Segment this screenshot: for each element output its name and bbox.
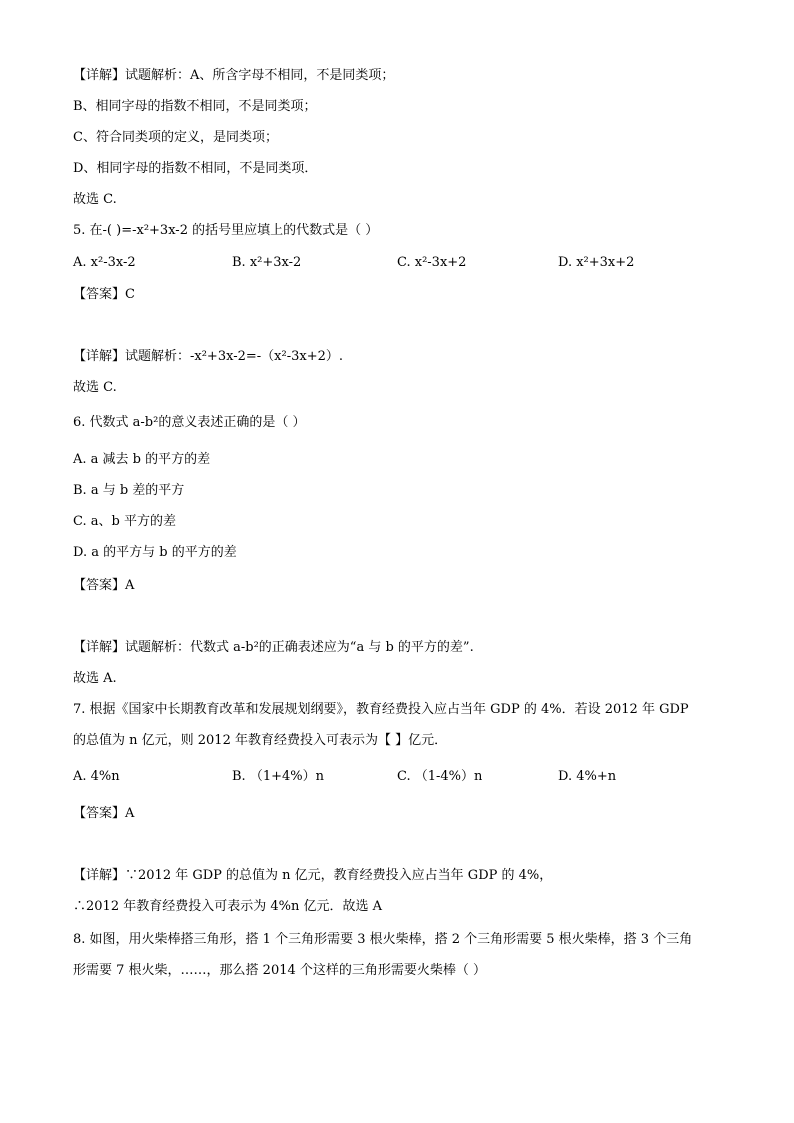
- q6-option-a: A. a 减去 b 的平方的差: [73, 452, 211, 467]
- q6-option-d: D. a 的平方与 b 的平方的差: [73, 545, 237, 560]
- q7-option-b: B. （1+4%）n: [232, 769, 324, 784]
- q4-explain-line-2: B、相同字母的指数不相同，不是同类项；: [73, 99, 317, 114]
- q5-option-d: D. x²+3x+2: [558, 255, 635, 270]
- q7-stem-line-2: 的总值为 n 亿元，则 2012 年教育经费投入可表示为【 】亿元．: [73, 733, 448, 748]
- q4-explain-line-1: 【详解】试题解析：A、所含字母不相同，不是同类项；: [73, 68, 395, 83]
- q5-stem: 5. 在-( )=-x²+3x-2 的括号里应填上的代数式是（ ）: [73, 223, 379, 238]
- q7-stem-line-1: 7. 根据《国家中长期教育改革和发展规划纲要》，教育经费投入应占当年 GDP 的 4%．若设 2012 年 GDP: [73, 702, 689, 717]
- q5-option-b: B. x²+3x-2: [232, 255, 302, 270]
- q6-explain: 【详解】试题解析：代数式 a-b²的正确表述应为“a 与 b 的平方的差”.: [73, 640, 474, 655]
- q5-option-c: C. x²-3x+2: [397, 255, 467, 270]
- q7-option-c: C. （1-4%）n: [397, 769, 483, 784]
- q8-stem-line-1: 8. 如图，用火柴棒搭三角形，搭 1 个三角形需要 3 根火柴棒，搭 2 个三角形需要 5 根火柴棒，搭 3 个三角: [73, 932, 693, 947]
- q6-option-c: C. a、b 平方的差: [73, 514, 176, 529]
- q5-explain: 【详解】试题解析：-x²+3x-2=-（x²-3x+2）.: [73, 349, 343, 364]
- q6-choose: 故选 A.: [73, 671, 117, 686]
- q7-option-d: D. 4%+n: [558, 769, 617, 784]
- q7-option-a: A. 4%n: [73, 769, 120, 784]
- q6-answer: 【答案】A: [73, 578, 135, 593]
- q5-answer: 【答案】C: [73, 287, 135, 302]
- q6-stem: 6. 代数式 a-b²的意义表述正确的是（ ）: [73, 415, 306, 430]
- q6-option-b: B. a 与 b 差的平方: [73, 483, 185, 498]
- q5-choose: 故选 C.: [73, 380, 117, 395]
- q7-explain-line-2: ∴2012 年教育经费投入可表示为 4%n 亿元．故选 A: [73, 899, 382, 914]
- q4-explain-line-3: C、符合同类项的定义，是同类项；: [73, 130, 278, 145]
- q4-choose: 故选 C.: [73, 192, 117, 207]
- q8-stem-line-2: 形需要 7 根火柴，……，那么搭 2014 个这样的三角形需要火柴棒（ ）: [73, 963, 487, 978]
- q7-answer: 【答案】A: [73, 806, 135, 821]
- q5-option-a: A. x²-3x-2: [73, 255, 136, 270]
- q7-explain-line-1: 【详解】∵2012 年 GDP 的总值为 n 亿元，教育经费投入应占当年 GDP 的 4%，: [73, 868, 553, 883]
- q4-explain-line-4: D、相同字母的指数不相同，不是同类项．: [73, 161, 318, 176]
